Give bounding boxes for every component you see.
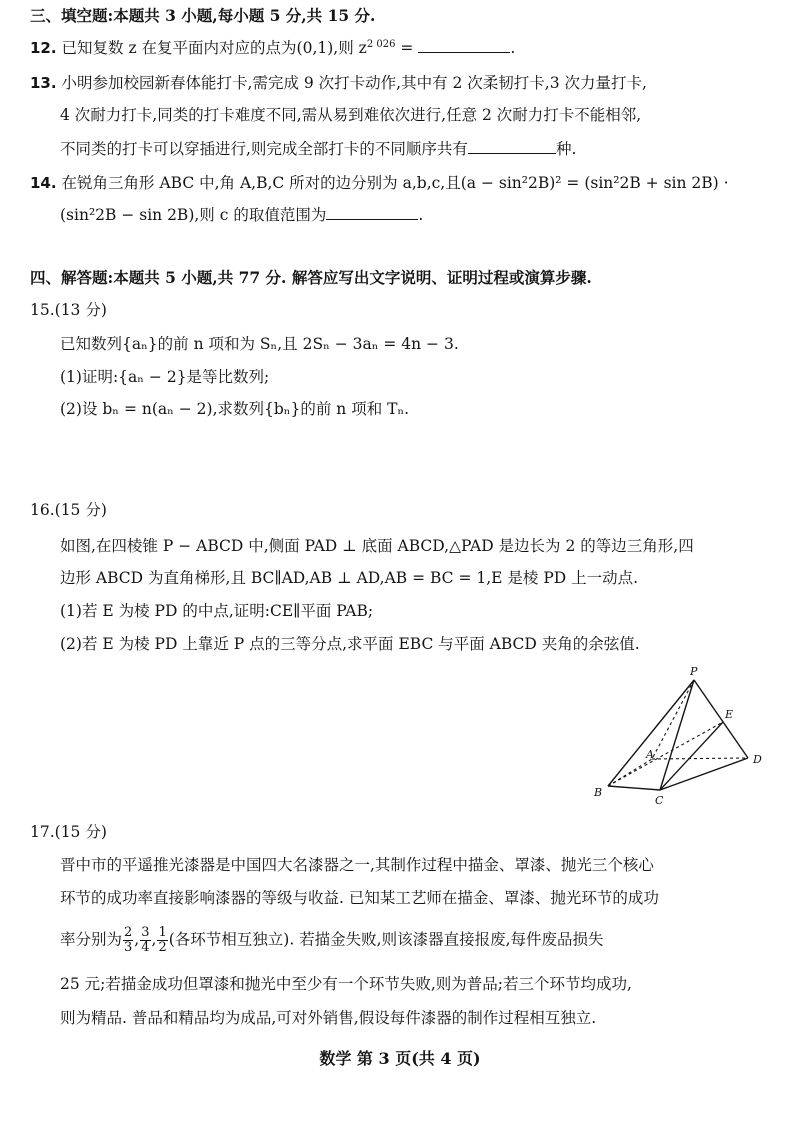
- answer-blank: [418, 38, 510, 53]
- question-13-line-2: 4 次耐力打卡,同类的打卡难度不同,需从易到难依次进行,任意 2 次耐力打卡不能相邻,: [60, 106, 642, 124]
- question-17-text: 率分别为: [60, 930, 123, 949]
- label-P: P: [690, 665, 698, 678]
- question-17-line-3: 率分别为 $\frac{2}{3}$ , $\frac{3}{4}$ , $\frac{1}{2}$ (各环节相互独立). 若描金失败,则该漆器直接报废,每件废品损失: [60, 925, 604, 955]
- question-15-part-1: (1)证明:{aₙ − 2}是等比数列;: [60, 368, 270, 386]
- question-14-text: 在锐角三角形 ABC 中,角 A,B,C 所对的边分别为 a,b,c,且(a − sin²2B)² = (sin²2B + sin 2B) ·: [61, 174, 729, 192]
- fraction: [123, 926, 133, 955]
- question-14-text: (sin²2B − sin 2B),则 c 的取值范围为: [60, 206, 327, 224]
- fraction-numerator: 2: [124, 925, 133, 940]
- page-footer: 数学 第 3 页(共 4 页): [319, 1049, 481, 1068]
- question-16-header: 16.(15 分): [30, 501, 107, 519]
- label-A: A: [646, 748, 654, 761]
- label-D: D: [753, 753, 762, 766]
- question-12: [30, 38, 515, 58]
- question-16-part-2: (2)若 E 为棱 PD 上靠近 P 点的三等分点,求平面 EBC 与平面 ABCD 夹角的余弦值.: [60, 635, 640, 653]
- question-15-part-2: (2)设 bₙ = n(aₙ − 2),求数列{bₙ}的前 n 项和 Tₙ.: [60, 400, 410, 418]
- segment-BE: [608, 722, 723, 786]
- period: .: [510, 39, 516, 57]
- question-17-line-2: 环节的成功率直接影响漆器的等级与收益. 已知某工艺师在描金、罩漆、抛光环节的成功: [60, 889, 659, 907]
- answer-blank: [468, 139, 556, 154]
- question-13-text: 小明参加校园新春体能打卡,需完成 9 次打卡动作,其中有 2 次柔韧打卡,3 次力量打卡,: [61, 74, 647, 92]
- fraction: [140, 926, 150, 955]
- question-number: 13.: [30, 74, 57, 92]
- question-17-line-1: 晋中市的平遥推光漆器是中国四大名漆器之一,其制作过程中描金、罩漆、抛光三个核心: [60, 856, 654, 874]
- label-E: E: [725, 708, 734, 721]
- question-17-line-4: 25 元;若描金成功但罩漆和抛光中至少有一个环节失败,则为普品;若三个环节均成功,: [60, 975, 632, 993]
- fraction-numerator: 1: [158, 925, 167, 940]
- label-C: C: [655, 794, 664, 807]
- period: .: [418, 206, 424, 224]
- label-B: B: [594, 786, 603, 799]
- answer-blank: [326, 205, 418, 220]
- question-number: 12.: [30, 39, 57, 57]
- question-15-stem: 已知数列{aₙ}的前 n 项和为 Sₙ,且 2Sₙ − 3aₙ = 4n − 3.: [60, 335, 459, 353]
- fraction-denominator: 2: [158, 940, 167, 955]
- question-12-text: 已知复数 z 在复平面内对应的点为(0,1),则 z: [61, 39, 367, 57]
- section-heading-solutions: 四、解答题:本题共 5 小题,共 77 分. 解答应写出文字说明、证明过程或演算步骤.: [30, 268, 592, 287]
- segment-CE: [660, 722, 723, 790]
- fraction: [157, 926, 167, 955]
- section-heading-fill-in: 三、填空题:本题共 3 小题,每小题 5 分,共 15 分.: [30, 6, 376, 25]
- question-15-header: 15.(13 分): [30, 301, 107, 319]
- question-16-part-1: (1)若 E 为棱 PD 的中点,证明:CE∥平面 PAB;: [60, 602, 374, 620]
- question-13-text-end: 种.: [555, 140, 577, 158]
- question-17-line-5: 则为精品. 普品和精品均为成品,可对外销售,假设每件漆器的制作过程相互独立.: [60, 1009, 597, 1027]
- question-17-header: 17.(15 分): [30, 823, 107, 841]
- question-13-line-1: [30, 73, 647, 93]
- edge-AD: [652, 758, 748, 759]
- question-14-line-1: [30, 173, 729, 193]
- question-13-line-3: [60, 139, 576, 159]
- equals-sign: =: [395, 39, 414, 57]
- question-13-text: 不同类的打卡可以穿插进行,则完成全部打卡的不同顺序共有: [60, 140, 468, 158]
- fraction-denominator: 4: [141, 940, 150, 955]
- question-number: 14.: [30, 174, 57, 192]
- fraction-denominator: 3: [124, 940, 133, 955]
- fraction-numerator: 3: [141, 925, 150, 940]
- question-16-stem-line-1: 如图,在四棱锥 P − ABCD 中,侧面 PAD ⊥ 底面 ABCD,△PAD 是边长为 2 的等边三角形,四: [60, 537, 694, 555]
- question-14-line-2: [60, 205, 423, 225]
- edge-PB: [608, 680, 694, 786]
- edge-BC: [608, 786, 660, 790]
- question-17-text: (各环节相互独立). 若描金失败,则该漆器直接报废,每件废品损失: [168, 930, 604, 949]
- exponent: 2 026: [366, 39, 396, 50]
- pyramid-figure: [580, 660, 780, 810]
- edge-CD: [660, 758, 748, 790]
- question-16-stem-line-2: 边形 ABCD 为直角梯形,且 BC∥AD,AB ⊥ AD,AB = BC = 1,E 是棱 PD 上一动点.: [60, 569, 639, 587]
- edge-PD: [694, 680, 748, 758]
